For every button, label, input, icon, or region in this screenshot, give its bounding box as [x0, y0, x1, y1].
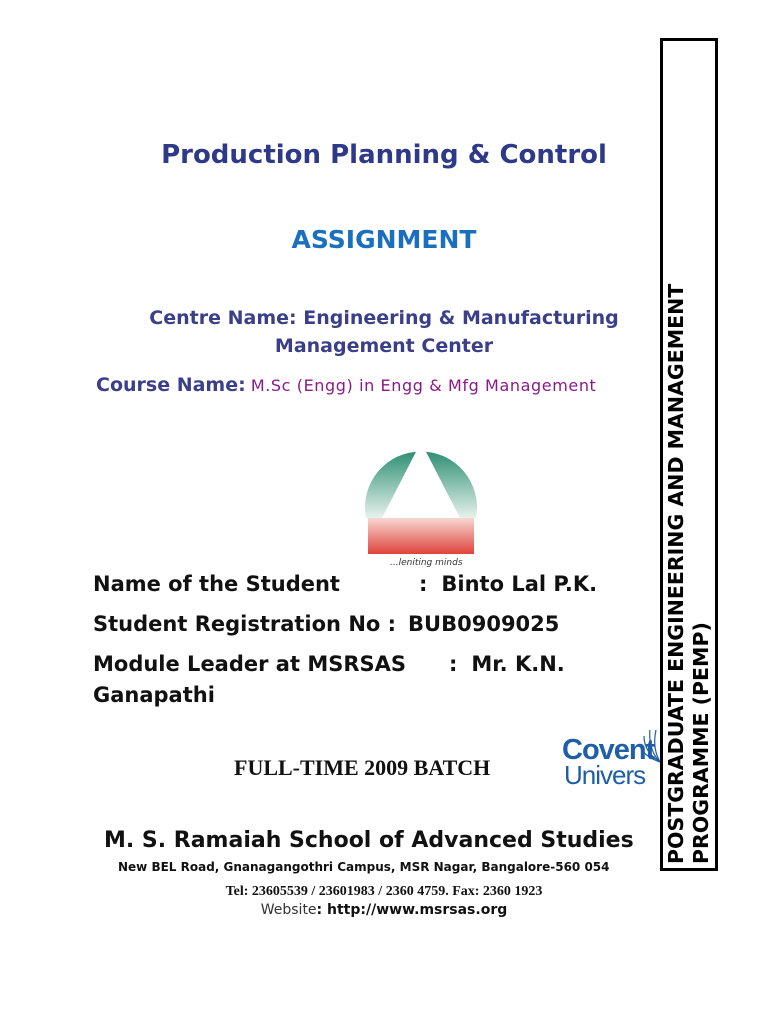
programme-sidebar-line1: POSTGRADUATE ENGINEERING AND MANAGEMENT — [664, 283, 688, 864]
registration-value: BUB0909025 — [408, 612, 560, 636]
student-name-row — [93, 572, 597, 596]
module-leader-value-line2: Ganapathi — [93, 683, 215, 707]
programme-sidebar-line2: PROGRAMME (PEMP) — [689, 621, 713, 864]
programme-sidebar — [660, 38, 718, 871]
logo-tagline: ...leniting minds — [390, 558, 463, 568]
school-name: M. S. Ramaiah School of Advanced Studies — [104, 828, 634, 853]
programme-sidebar-text — [664, 40, 714, 870]
centre-name-line1: Centre Name: Engineering & Manufacturing — [149, 307, 619, 329]
centre-name-line2: Management Center — [274, 335, 494, 357]
course-name-value: M.Sc (Engg) in Engg & Mfg Management — [250, 376, 597, 395]
course-name-label: Course Name: — [96, 374, 246, 396]
logo-emblem-icon — [362, 420, 480, 556]
website-label: Website — [260, 902, 317, 918]
module-leader-value-line1: Mr. K.N. — [471, 652, 565, 676]
document-type-heading: ASSIGNMENT — [291, 225, 477, 254]
msrsas-logo — [362, 420, 480, 570]
website-line — [0, 902, 768, 918]
document-title: Production Planning & Control — [161, 140, 607, 170]
course-name-row — [96, 374, 656, 396]
contact-phone-fax: Tel: 23605539 / 23601983 / 2360 4759. Fax: 2360 1923 — [225, 884, 543, 899]
module-leader-row — [93, 652, 565, 676]
registration-separator: : — [387, 612, 397, 636]
coventry-wordmark-line1: Covent — [562, 734, 655, 766]
student-name-value: Binto Lal P.K. — [441, 572, 598, 596]
coventry-university-logo — [560, 730, 660, 792]
registration-label: Student Registration No — [93, 612, 381, 636]
registration-row — [93, 612, 559, 636]
coventry-wordmark-line2: Univers — [564, 760, 646, 790]
student-name-separator: : — [419, 572, 428, 596]
batch-label: FULL-TIME 2009 BATCH — [234, 755, 491, 780]
module-leader-label: Module Leader at MSRSAS — [93, 652, 407, 676]
website-link[interactable]: : http://www.msrsas.org — [316, 902, 508, 918]
school-address: New BEL Road, Gnanagangothri Campus, MSR Nagar, Bangalore-560 054 — [118, 860, 610, 874]
module-leader-separator: : — [449, 652, 458, 676]
student-name-label: Name of the Student — [93, 572, 340, 596]
